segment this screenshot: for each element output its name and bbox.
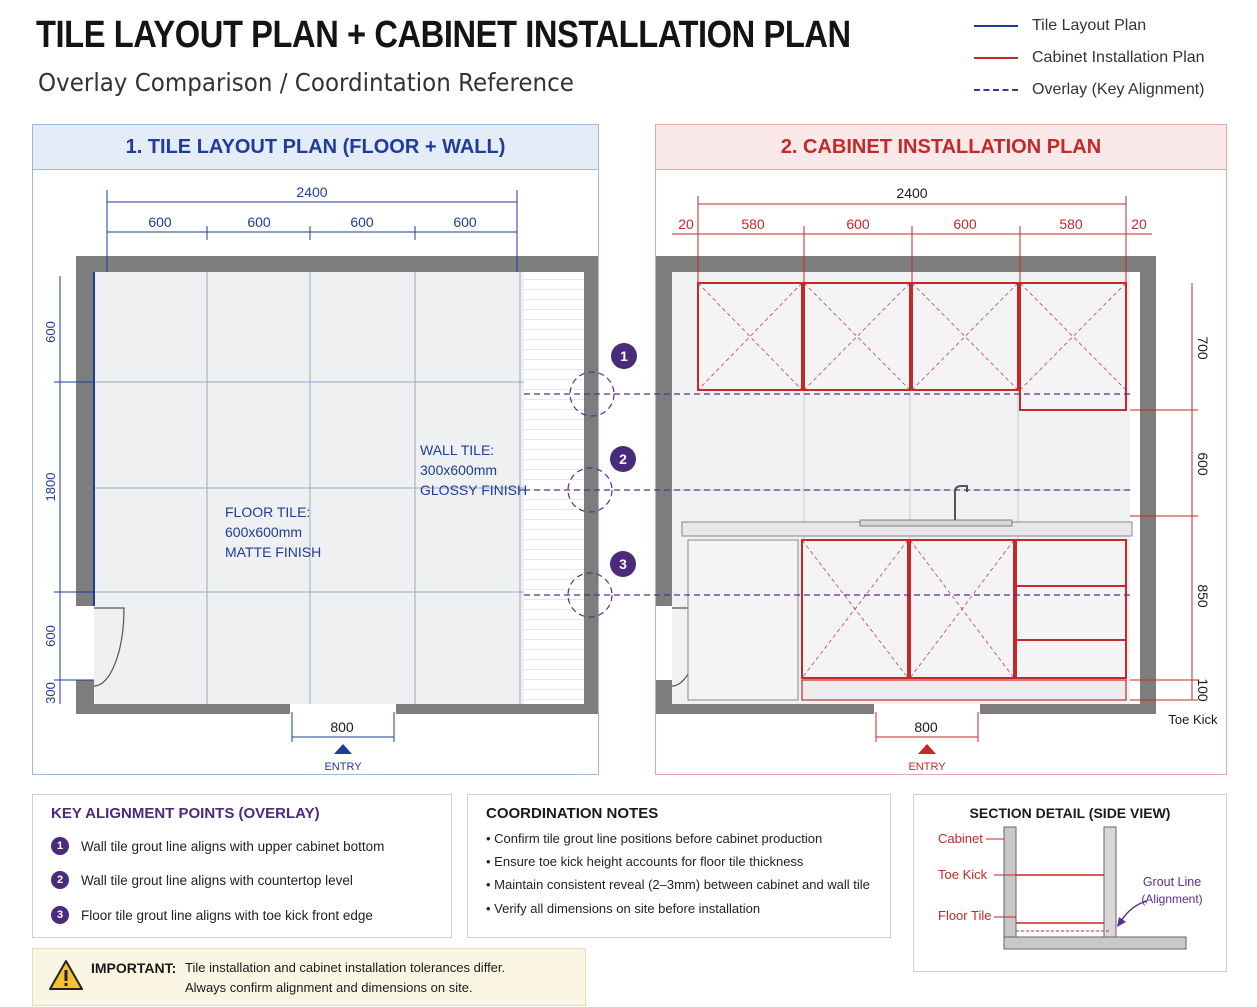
key-alignment-item-2 — [51, 871, 353, 889]
cab-dim-col-5: 580 — [1059, 216, 1083, 232]
key-alignment-box — [32, 794, 452, 938]
base-cabinet-drawers — [1016, 540, 1126, 678]
section-cabinet-side — [1004, 827, 1016, 949]
cab-dim-total: 2400 — [896, 185, 928, 201]
upper-cabinet-4 — [1020, 283, 1126, 410]
tile-dim-col-2: 600 — [247, 214, 271, 230]
marker-2: 2 — [619, 451, 627, 467]
floor-tile-label: FLOOR TILE: — [225, 504, 311, 520]
coordination-note-4: • Verify all dimensions on site before installation — [486, 901, 761, 916]
key-alignment-text-3: Floor tile grout line aligns with toe kick front edge — [81, 907, 373, 923]
cab-entry-label: ENTRY — [908, 761, 946, 773]
coordination-note-3: • Maintain consistent reveal (2–3mm) between cabinet and wall tile — [486, 877, 870, 892]
wall-tile-finish: GLOSSY FINISH — [420, 482, 528, 498]
grout-arrowhead-icon — [1117, 917, 1126, 927]
tile-dim-col-4: 600 — [453, 214, 477, 230]
wall-bottom-left — [76, 704, 290, 714]
wall-top — [76, 256, 598, 272]
key-alignment-text-2: Wall tile grout line aligns with countertop level — [81, 872, 353, 888]
floor-tile-size: 600x600mm — [225, 524, 303, 540]
section-grout-sublabel: (Alignment) — [1141, 892, 1203, 906]
base-cabinet-open — [688, 540, 798, 700]
legend-cabinet-label: Cabinet Installation Plan — [1032, 49, 1205, 66]
cab-dim-col-3: 600 — [846, 216, 870, 232]
tile-dim-left-2: 1800 — [43, 472, 58, 502]
page-title: TILE LAYOUT PLAN + CABINET INSTALLATION PLAN — [36, 14, 851, 56]
cabinet-panel-title: 2. CABINET INSTALLATION PLAN — [656, 125, 1226, 170]
key-num-3: 3 — [51, 906, 69, 924]
key-num-2: 2 — [51, 871, 69, 889]
tile-dim-left-4: 300 — [43, 682, 58, 704]
toe-kick — [802, 680, 1126, 700]
section-grout-label: Grout Line — [1142, 875, 1202, 889]
cab-wall-left — [656, 256, 672, 606]
coordination-title: COORDINATION NOTES — [486, 805, 659, 822]
cab-dim-right-1: 700 — [1195, 336, 1211, 360]
cab-dim-col-4: 600 — [953, 216, 977, 232]
legend-tile-label: Tile Layout Plan — [1032, 17, 1147, 34]
coordination-note-1: • Confirm tile grout line positions before cabinet production — [486, 831, 823, 846]
key-alignment-text-1: Wall tile grout line aligns with upper cabinet bottom — [81, 838, 385, 854]
toe-kick-label: Toe Kick — [1168, 712, 1218, 727]
warning-dot — [65, 983, 68, 986]
warning-icon — [49, 959, 83, 991]
upper-cabinets — [698, 283, 1126, 410]
wall-right — [584, 256, 598, 714]
marker-3: 3 — [619, 556, 627, 572]
tile-dim-total: 2400 — [296, 184, 328, 200]
cab-dim-right-4: 100 — [1195, 678, 1211, 702]
coordination-note-2: • Ensure toe kick height accounts for floor tile thickness — [486, 854, 804, 869]
cab-dim-right-3: 850 — [1195, 584, 1211, 608]
legend-overlay-label: Overlay (Key Alignment) — [1032, 81, 1205, 98]
important-line-1: Tile installation and cabinet installation tolerances differ. — [185, 960, 506, 975]
key-alignment-item-3 — [51, 906, 373, 924]
section-floor — [1004, 937, 1186, 949]
wall-tile-strip — [524, 272, 584, 704]
cab-door-width: 800 — [914, 719, 938, 735]
section-detail-box — [913, 794, 1227, 972]
tile-dim-col-3: 600 — [350, 214, 374, 230]
coordination-notes-box — [467, 794, 891, 938]
warning-bar — [65, 970, 68, 981]
base-cabinets — [802, 540, 1126, 678]
tile-panel-title: 1. TILE LAYOUT PLAN (FLOOR + WALL) — [33, 125, 598, 170]
wall-tile-size: 300x600mm — [420, 462, 498, 478]
cab-dim-col-6: 20 — [1131, 216, 1147, 232]
key-alignment-title: KEY ALIGNMENT POINTS (OVERLAY) — [51, 805, 320, 822]
wall-left — [76, 256, 94, 606]
tile-entry-arrow-icon — [334, 744, 352, 754]
important-note — [32, 948, 586, 1006]
section-wall — [1104, 827, 1116, 937]
sink — [860, 520, 1012, 526]
key-num-1: 1 — [51, 837, 69, 855]
cab-wall-bottom-right — [980, 704, 1156, 714]
cab-entry-arrow-icon — [918, 744, 936, 754]
page-subtitle: Overlay Comparison / Coordintation Reference — [38, 68, 574, 97]
tile-dim-col-1: 600 — [148, 214, 172, 230]
wall-tile-label: WALL TILE: — [420, 442, 495, 458]
important-line-2: Always confirm alignment and dimensions on site. — [185, 980, 473, 995]
marker-1: 1 — [620, 348, 628, 364]
section-floortile-label: Floor Tile — [938, 908, 992, 923]
section-cabinet-label: Cabinet — [938, 831, 983, 846]
tile-dim-left-3: 600 — [43, 625, 58, 647]
tile-dim-left-1: 600 — [43, 321, 58, 343]
floor-tile-finish: MATTE FINISH — [225, 544, 322, 560]
cab-dim-right-2: 600 — [1195, 452, 1211, 476]
cab-dim-col-1: 20 — [678, 216, 694, 232]
section-toekick-label: Toe Kick — [938, 867, 988, 882]
tile-door-width: 800 — [330, 719, 354, 735]
cab-wall-top — [656, 256, 1156, 272]
important-label: IMPORTANT: — [91, 960, 177, 976]
cab-wall-bottom-left — [656, 704, 874, 714]
cab-wall-right — [1140, 256, 1156, 714]
cab-dim-col-2: 580 — [741, 216, 765, 232]
tile-entry-label: ENTRY — [324, 761, 362, 773]
section-drawing — [914, 795, 1226, 971]
key-alignment-item-1 — [51, 837, 384, 855]
section-title: SECTION DETAIL (SIDE VIEW) — [969, 805, 1171, 821]
wall-bottom-right — [396, 704, 598, 714]
